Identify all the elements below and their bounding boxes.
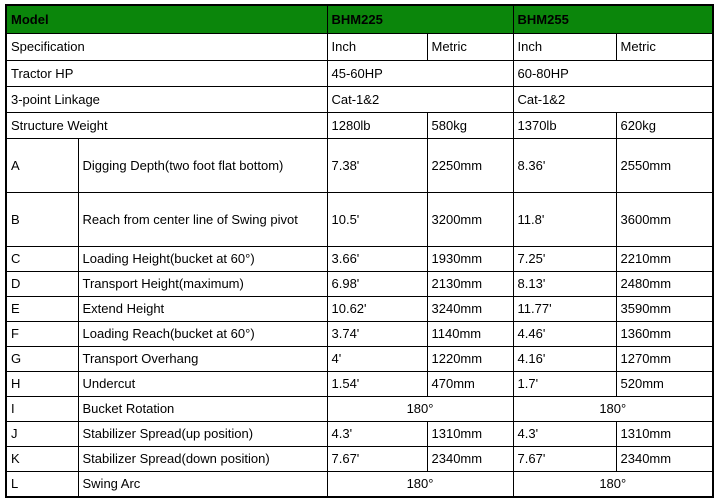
dim-metric-bhm255: 2480mm — [616, 271, 713, 296]
dim-key: F — [6, 321, 78, 346]
unit-header-metric-2: Metric — [616, 33, 713, 60]
linkage-label: 3-point Linkage — [6, 86, 327, 112]
specification-header-row — [6, 33, 713, 60]
dim-label: Loading Reach(bucket at 60°) — [78, 321, 327, 346]
dim-merged-bhm255: 180° — [513, 471, 713, 497]
linkage-row — [6, 86, 713, 112]
dim-inch-bhm255: 8.36' — [513, 138, 616, 192]
dim-label: Transport Overhang — [78, 346, 327, 371]
dim-metric-bhm255: 3600mm — [616, 192, 713, 246]
dim-metric-bhm225: 1220mm — [427, 346, 513, 371]
structure-weight-kg-bhm225: 580kg — [427, 112, 513, 138]
dim-metric-bhm255: 1270mm — [616, 346, 713, 371]
dim-metric-bhm255: 520mm — [616, 371, 713, 396]
dim-label: Digging Depth(two foot flat bottom) — [78, 138, 327, 192]
dim-key: A — [6, 138, 78, 192]
tractor-hp-value-bhm255: 60-80HP — [513, 60, 713, 86]
dim-inch-bhm255: 4.3' — [513, 421, 616, 446]
dim-row-f — [6, 321, 713, 346]
unit-header-inch-1: Inch — [327, 33, 427, 60]
linkage-value-bhm255: Cat-1&2 — [513, 86, 713, 112]
dim-label: Transport Height(maximum) — [78, 271, 327, 296]
dim-key: I — [6, 396, 78, 421]
dim-row-h — [6, 371, 713, 396]
model-header-label: Model — [6, 5, 327, 33]
spec-comparison-table — [5, 4, 714, 498]
dim-key: C — [6, 246, 78, 271]
linkage-value-bhm225: Cat-1&2 — [327, 86, 513, 112]
dim-metric-bhm255: 2550mm — [616, 138, 713, 192]
structure-weight-row — [6, 112, 713, 138]
dim-key: D — [6, 271, 78, 296]
dim-row-b — [6, 192, 713, 246]
dim-key: K — [6, 446, 78, 471]
dim-row-k — [6, 446, 713, 471]
dim-key: L — [6, 471, 78, 497]
dim-metric-bhm225: 3240mm — [427, 296, 513, 321]
specification-label: Specification — [6, 33, 327, 60]
dim-label: Swing Arc — [78, 471, 327, 497]
dim-row-c — [6, 246, 713, 271]
structure-weight-label: Structure Weight — [6, 112, 327, 138]
dim-metric-bhm255: 1310mm — [616, 421, 713, 446]
dim-metric-bhm225: 1310mm — [427, 421, 513, 446]
dim-row-j — [6, 421, 713, 446]
dim-inch-bhm225: 3.74' — [327, 321, 427, 346]
dim-row-i — [6, 396, 713, 421]
dim-inch-bhm255: 7.67' — [513, 446, 616, 471]
dim-key: B — [6, 192, 78, 246]
structure-weight-lb-bhm255: 1370lb — [513, 112, 616, 138]
dim-label: Reach from center line of Swing pivot — [78, 192, 327, 246]
dim-key: E — [6, 296, 78, 321]
dim-metric-bhm255: 2340mm — [616, 446, 713, 471]
dim-row-g — [6, 346, 713, 371]
dim-inch-bhm225: 7.38' — [327, 138, 427, 192]
dim-key: G — [6, 346, 78, 371]
dim-metric-bhm225: 2130mm — [427, 271, 513, 296]
dim-inch-bhm225: 10.5' — [327, 192, 427, 246]
dim-inch-bhm255: 4.16' — [513, 346, 616, 371]
dim-merged-bhm225: 180° — [327, 471, 513, 497]
model-name-bhm225: BHM225 — [327, 5, 513, 33]
structure-weight-kg-bhm255: 620kg — [616, 112, 713, 138]
dim-inch-bhm225: 10.62' — [327, 296, 427, 321]
tractor-hp-label: Tractor HP — [6, 60, 327, 86]
dim-row-a — [6, 138, 713, 192]
dim-inch-bhm225: 4.3' — [327, 421, 427, 446]
dim-metric-bhm255: 3590mm — [616, 296, 713, 321]
tractor-hp-row — [6, 60, 713, 86]
dim-metric-bhm225: 1930mm — [427, 246, 513, 271]
unit-header-metric-1: Metric — [427, 33, 513, 60]
dim-metric-bhm255: 2210mm — [616, 246, 713, 271]
dim-merged-bhm255: 180° — [513, 396, 713, 421]
structure-weight-lb-bhm225: 1280lb — [327, 112, 427, 138]
dim-inch-bhm225: 1.54' — [327, 371, 427, 396]
dim-key: H — [6, 371, 78, 396]
dim-inch-bhm255: 7.25' — [513, 246, 616, 271]
dim-label: Bucket Rotation — [78, 396, 327, 421]
model-name-bhm255: BHM255 — [513, 5, 713, 33]
unit-header-inch-2: Inch — [513, 33, 616, 60]
dim-metric-bhm255: 1360mm — [616, 321, 713, 346]
dim-row-d — [6, 271, 713, 296]
dim-label: Stabilizer Spread(down position) — [78, 446, 327, 471]
dim-inch-bhm225: 4' — [327, 346, 427, 371]
dim-label: Extend Height — [78, 296, 327, 321]
dim-inch-bhm255: 11.8' — [513, 192, 616, 246]
dim-metric-bhm225: 2340mm — [427, 446, 513, 471]
dim-label: Stabilizer Spread(up position) — [78, 421, 327, 446]
dim-merged-bhm225: 180° — [327, 396, 513, 421]
dim-metric-bhm225: 3200mm — [427, 192, 513, 246]
dim-key: J — [6, 421, 78, 446]
dim-label: Loading Height(bucket at 60°) — [78, 246, 327, 271]
dim-label: Undercut — [78, 371, 327, 396]
dim-inch-bhm225: 3.66' — [327, 246, 427, 271]
dim-metric-bhm225: 470mm — [427, 371, 513, 396]
dim-metric-bhm225: 1140mm — [427, 321, 513, 346]
dim-inch-bhm255: 4.46' — [513, 321, 616, 346]
dim-inch-bhm255: 11.77' — [513, 296, 616, 321]
dim-inch-bhm225: 6.98' — [327, 271, 427, 296]
dim-inch-bhm255: 1.7' — [513, 371, 616, 396]
dim-inch-bhm255: 8.13' — [513, 271, 616, 296]
dim-inch-bhm225: 7.67' — [327, 446, 427, 471]
dim-metric-bhm225: 2250mm — [427, 138, 513, 192]
model-header-row — [6, 5, 713, 33]
dim-row-l — [6, 471, 713, 497]
dim-row-e — [6, 296, 713, 321]
tractor-hp-value-bhm225: 45-60HP — [327, 60, 513, 86]
